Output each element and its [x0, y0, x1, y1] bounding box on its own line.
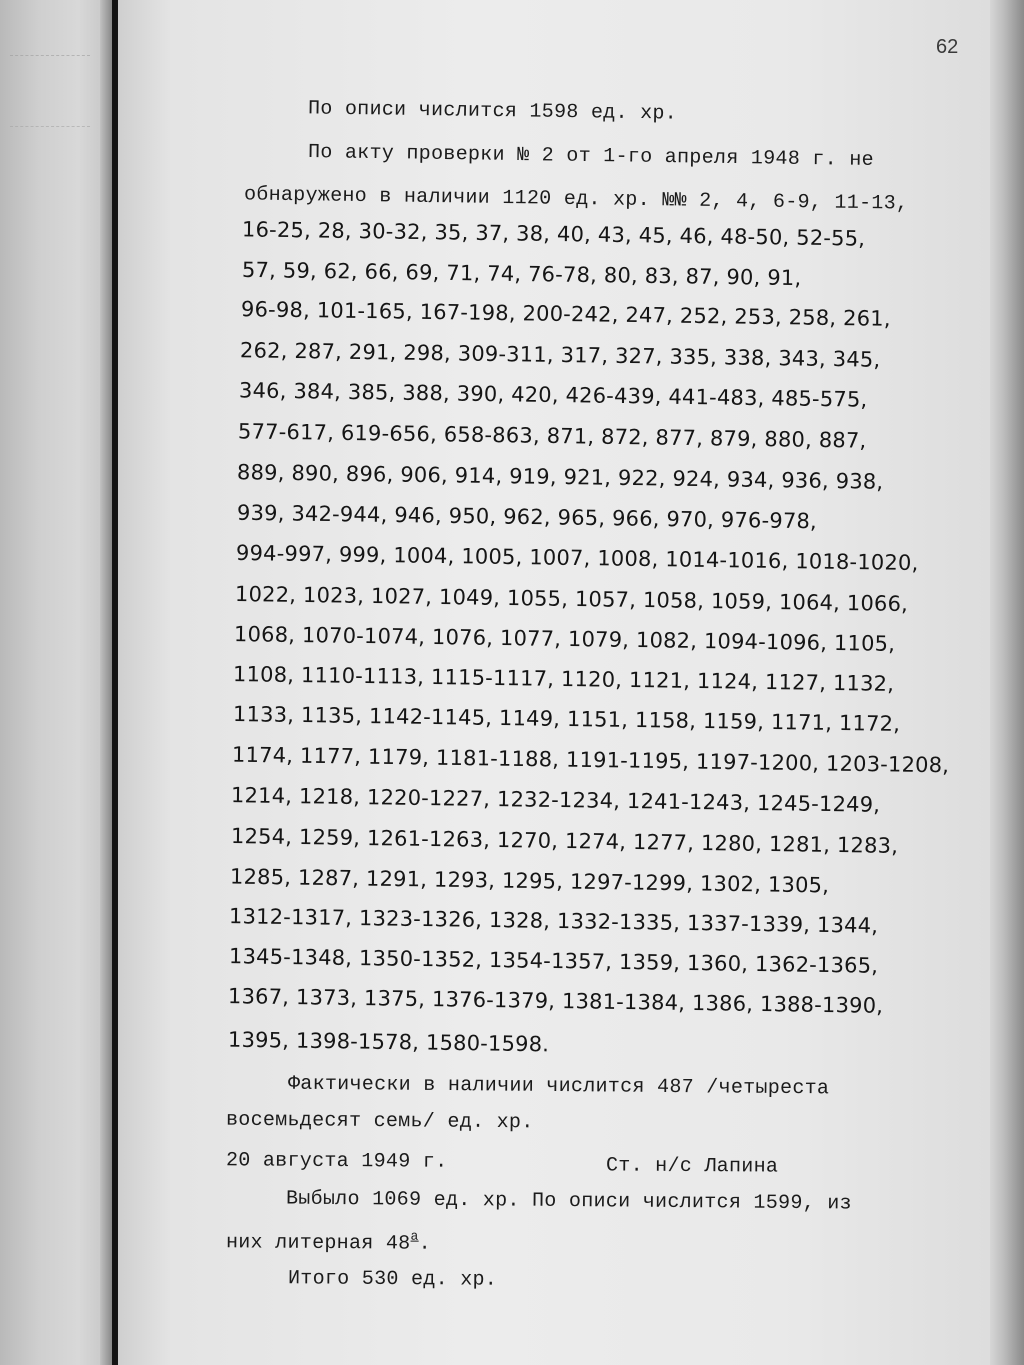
- fact-line-1: Фактически в наличии числится 487 /четыреста: [287, 1072, 830, 1101]
- number-line: 994-997, 999, 1004, 1005, 1007, 1008, 1014-1016, 1018-1020,: [235, 540, 919, 576]
- number-line: 577-617, 619-656, 658-863, 871, 872, 877, 879, 880, 887,: [237, 419, 867, 453]
- act-line-2: обнаружено в наличии 1120 ед. хр. №№ 2, 4, 6-9, 11-13,: [243, 183, 909, 216]
- dropout-line-2: [226, 1227, 431, 1255]
- number-line: 1312-1317, 1323-1326, 1328, 1332-1335, 1337-1339, 1344,: [228, 904, 879, 938]
- total-line: Итого 530 ед. хр.: [287, 1267, 498, 1292]
- number-line: 889, 890, 896, 906, 914, 919, 921, 922, 924, 934, 936, 938,: [236, 460, 884, 494]
- number-line: 1367, 1373, 1375, 1376-1379, 1381-1384, 1386, 1388-1390,: [227, 984, 884, 1018]
- number-line: 1214, 1218, 1220-1227, 1232-1234, 1241-1243, 1245-1249,: [230, 783, 881, 817]
- number-line: 262, 287, 291, 298, 309-311, 317, 327, 335, 338, 343, 345,: [239, 338, 881, 372]
- number-line: 16-25, 28, 30-32, 35, 37, 38, 40, 43, 45, 46, 48-50, 52-55,: [241, 217, 866, 251]
- number-line: 1108, 1110-1113, 1115-1117, 1120, 1121, 1124, 1127, 1132,: [232, 662, 895, 696]
- number-line: 96-98, 101-165, 167-198, 200-242, 247, 252, 253, 258, 261,: [240, 297, 891, 331]
- number-line: 1022, 1023, 1027, 1049, 1055, 1057, 1058, 1059, 1064, 1066,: [234, 582, 909, 616]
- number-line: 1174, 1177, 1179, 1181-1188, 1191-1195, 1197-1200, 1203-1208,: [231, 742, 950, 778]
- left-page: [0, 0, 112, 1365]
- signature-line: Ст. н/с Лапина: [605, 1154, 779, 1179]
- number-line: 1133, 1135, 1142-1145, 1149, 1151, 1158, 1159, 1171, 1172,: [232, 702, 901, 736]
- intro-line: По описи числится 1598 ед. хр.: [307, 97, 678, 126]
- number-line: 1345-1348, 1350-1352, 1354-1357, 1359, 1360, 1362-1365,: [228, 944, 879, 978]
- dropout-line-2-prefix: них литерная 48: [225, 1231, 411, 1256]
- number-line: 939, 342-944, 946, 950, 962, 965, 966, 970, 976-978,: [236, 500, 818, 534]
- page-number: 62: [936, 36, 959, 58]
- page-edge-shadow: [990, 0, 1024, 1365]
- number-line: 1395, 1398-1578, 1580-1598.: [227, 1027, 550, 1057]
- act-line-1: По акту проверки № 2 от 1-го апреля 1948 г. не: [307, 141, 875, 172]
- dropout-line-2-suffix: .: [418, 1232, 432, 1256]
- left-page-mark: [10, 55, 90, 127]
- fact-line-2: восемьдесят семь/ ед. хр.: [225, 1108, 534, 1135]
- number-line: 1254, 1259, 1261-1263, 1270, 1274, 1277, 1280, 1281, 1283,: [230, 824, 899, 858]
- number-line: 57, 59, 62, 66, 69, 71, 74, 76-78, 80, 83, 87, 90, 91,: [241, 257, 802, 291]
- dropout-line-1: Выбыло 1069 ед. хр. По описи числится 1599, из: [285, 1187, 852, 1216]
- number-line: 1285, 1287, 1291, 1293, 1295, 1297-1299, 1302, 1305,: [229, 864, 830, 898]
- literal-superscript: а: [410, 1228, 419, 1244]
- number-line: 346, 384, 385, 388, 390, 420, 426-439, 441-483, 485-575,: [238, 378, 868, 412]
- date-line: 20 августа 1949 г.: [225, 1149, 448, 1174]
- number-line: 1068, 1070-1074, 1076, 1077, 1079, 1082, 1094-1096, 1105,: [233, 622, 896, 656]
